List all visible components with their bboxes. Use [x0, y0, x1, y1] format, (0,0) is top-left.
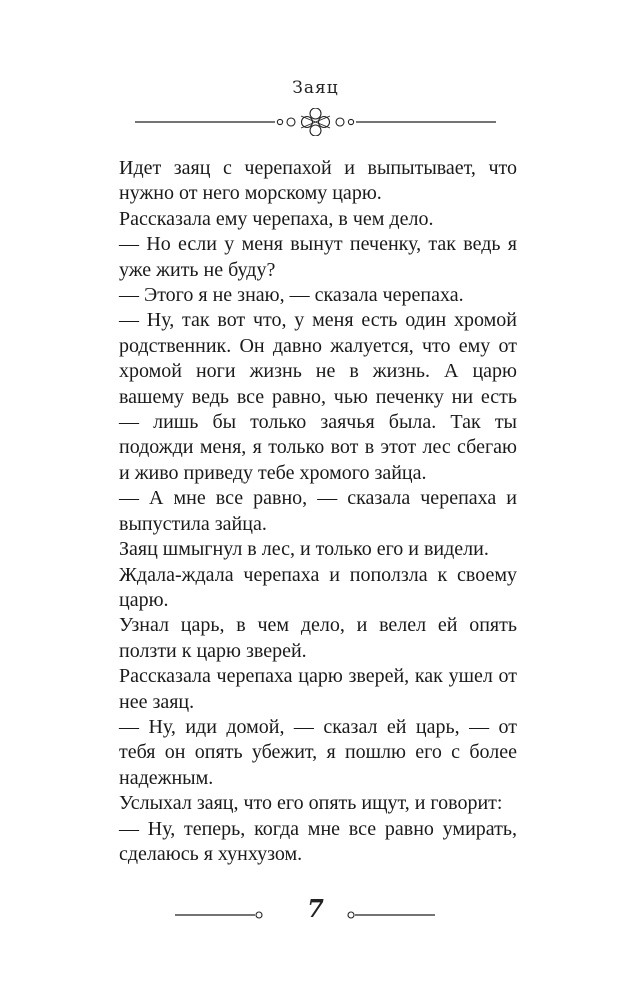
paragraph: — Но если у меня вынут печенку, так ведь я уже жить не буду? [119, 233, 517, 281]
paragraph: Заяц шмыгнул в лес, и только его и видели. [119, 538, 489, 561]
paragraph: — Ну, теперь, когда мне все равно умирать, сделаюсь я хунхузом. [119, 817, 517, 865]
paragraph: — Этого я не знаю, — сказала черепаха. [119, 284, 464, 307]
paragraph: — Ну, иди домой, — сказал ей царь, — от тебя он опять убежит, я пошлю его с более надежным. [119, 715, 517, 789]
story-text [119, 156, 517, 867]
running-title: Заяц [292, 78, 339, 98]
paragraph: Услыхал заяц, что его опять ищут, и говорит: [119, 792, 503, 815]
paragraph: — А мне все равно, — сказала черепаха и выпустила зайца. [119, 487, 517, 535]
paragraph: Идет заяц с черепахой и выпытывает, что нужно от него морскому царю. [119, 157, 517, 205]
header-ornament-icon [135, 108, 496, 136]
paragraph: Рассказала черепаха царю зверей, как ушел от нее заяц. [119, 665, 517, 713]
paragraph: Ждала-ждала черепаха и поползла к своему царю. [119, 563, 517, 611]
paragraph: Рассказала ему черепаха, в чем дело. [119, 207, 434, 230]
paragraph: Узнал царь, в чем дело, и велел ей опять ползти к царю зверей. [119, 614, 517, 662]
page-number: 7 [307, 894, 324, 923]
paragraph: — Ну, так вот что, у меня есть один хромой родственник. Он давно жалуется, что ему от хромой ноги жизнь не в жизнь. А царю вашему ведь все равно, чью печенку ни есть — лишь бы только заячья была. Так ты подожди меня, я только вот в этот лес сбегаю и живо приведу тебе хромого зайца. [119, 309, 517, 484]
